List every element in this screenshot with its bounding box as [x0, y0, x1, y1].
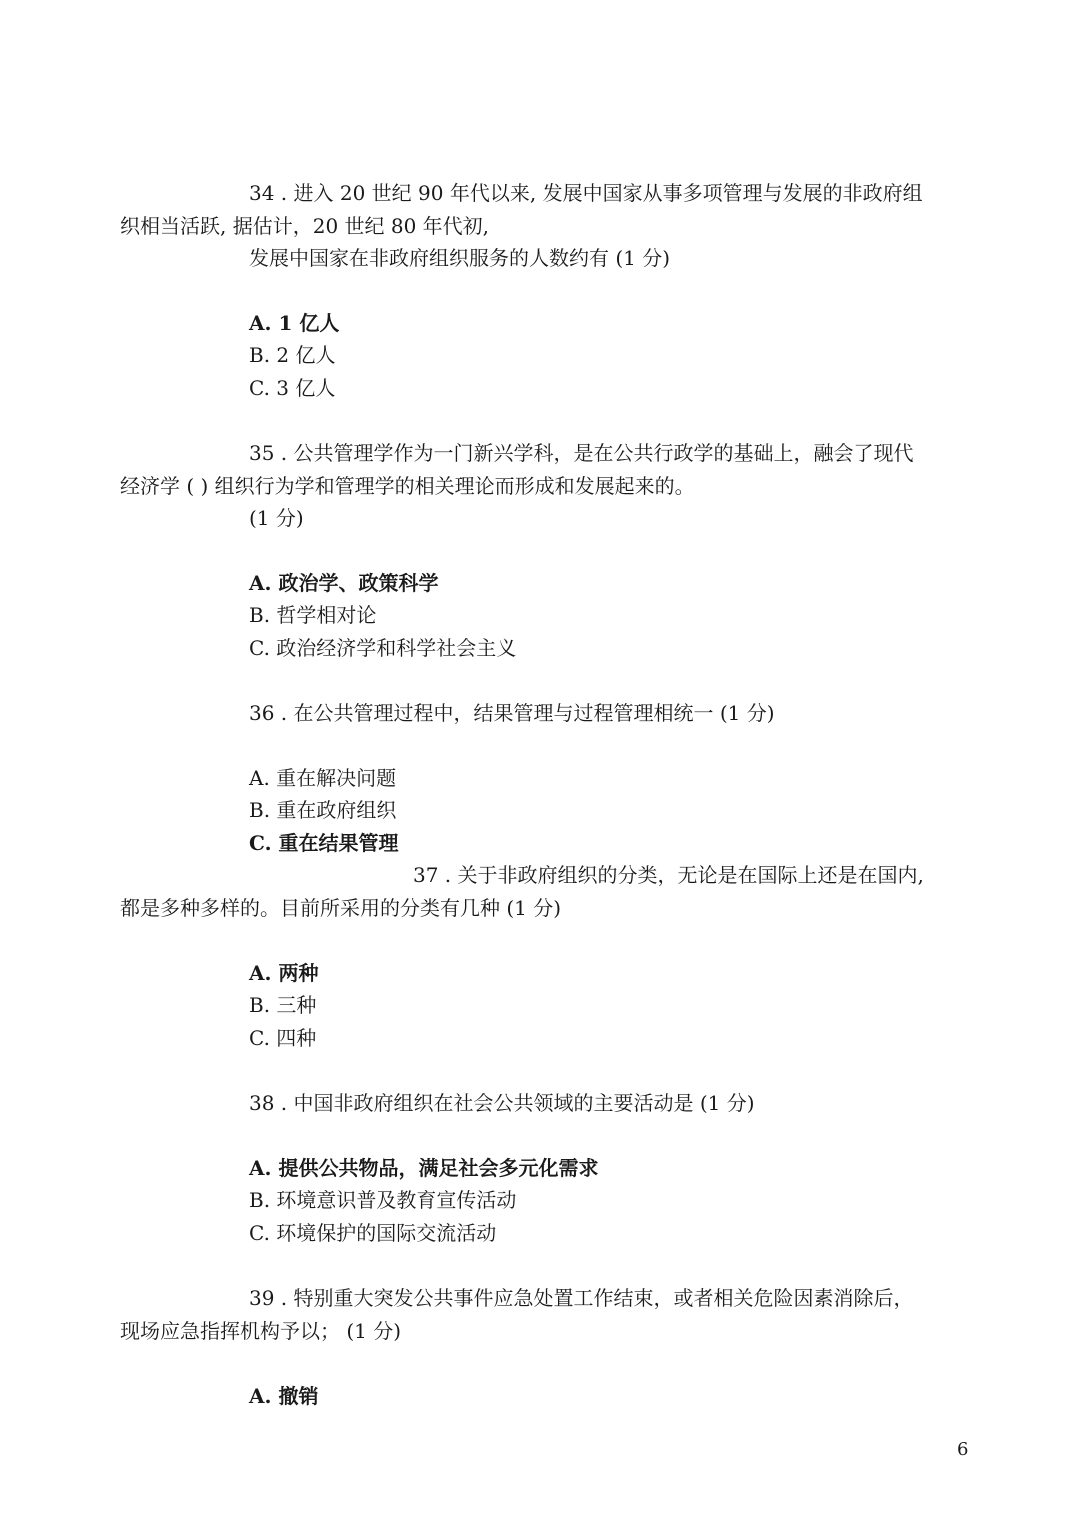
question-36-option-b: B. 重在政府组织 — [249, 798, 397, 822]
question-37-line-1: 37 . 关于非政府组织的分类，无论是在国际上还是在国内, — [413, 863, 924, 887]
question-38-option-a: A. 提供公共物品，满足社会多元化需求 — [249, 1156, 599, 1180]
question-36-option-c: C. 重在结果管理 — [249, 831, 399, 855]
question-35-line-1: 35 . 公共管理学作为一门新兴学科，是在公共行政学的基础上，融会了现代 — [249, 441, 914, 465]
question-34-option-c: C. 3 亿人 — [249, 376, 336, 400]
question-39-line-2: 现场应急指挥机构予以； (1 分) — [120, 1319, 402, 1343]
question-35-option-c: C. 政治经济学和科学社会主义 — [249, 636, 517, 660]
question-35-option-a: A. 政治学、政策科学 — [249, 571, 439, 595]
question-34-option-a: A. 1 亿人 — [249, 311, 340, 335]
question-37-option-b: B. 三种 — [249, 993, 317, 1017]
question-35-option-b: B. 哲学相对论 — [249, 603, 377, 627]
question-37-option-a: A. 两种 — [249, 961, 319, 985]
question-34-line-3: 发展中国家在非政府组织服务的人数约有 (1 分) — [249, 246, 671, 270]
question-35-line-3: (1 分) — [249, 506, 304, 530]
question-39-option-a: A. 撤销 — [249, 1384, 319, 1408]
question-34-option-b: B. 2 亿人 — [249, 343, 336, 367]
page-number: 6 — [957, 1439, 969, 1460]
question-36-option-a: A. 重在解决问题 — [249, 766, 397, 790]
question-37-line-2: 都是多种多样的。目前所采用的分类有几种 (1 分) — [120, 896, 562, 920]
question-34-line-1: 34 . 进入 20 世纪 90 年代以来, 发展中国家从事多项管理与发展的非政府组 — [249, 181, 923, 205]
question-38-option-b: B. 环境意识普及教育宣传活动 — [249, 1188, 517, 1212]
question-37-option-c: C. 四种 — [249, 1026, 317, 1050]
question-35-line-2: 经济学 ( ) 组织行为学和管理学的相关理论而形成和发展起来的。 — [120, 474, 695, 498]
question-39-line-1: 39 . 特别重大突发公共事件应急处置工作结束，或者相关危险因素消除后， — [249, 1286, 914, 1310]
question-38-line-1: 38 . 中国非政府组织在社会公共领域的主要活动是 (1 分) — [249, 1091, 755, 1115]
question-38-option-c: C. 环境保护的国际交流活动 — [249, 1221, 497, 1245]
question-34-line-2: 织相当活跃, 据估计，20 世纪 80 年代初, — [120, 214, 490, 238]
question-36-line-1: 36 . 在公共管理过程中，结果管理与过程管理相统一 (1 分) — [249, 701, 775, 725]
